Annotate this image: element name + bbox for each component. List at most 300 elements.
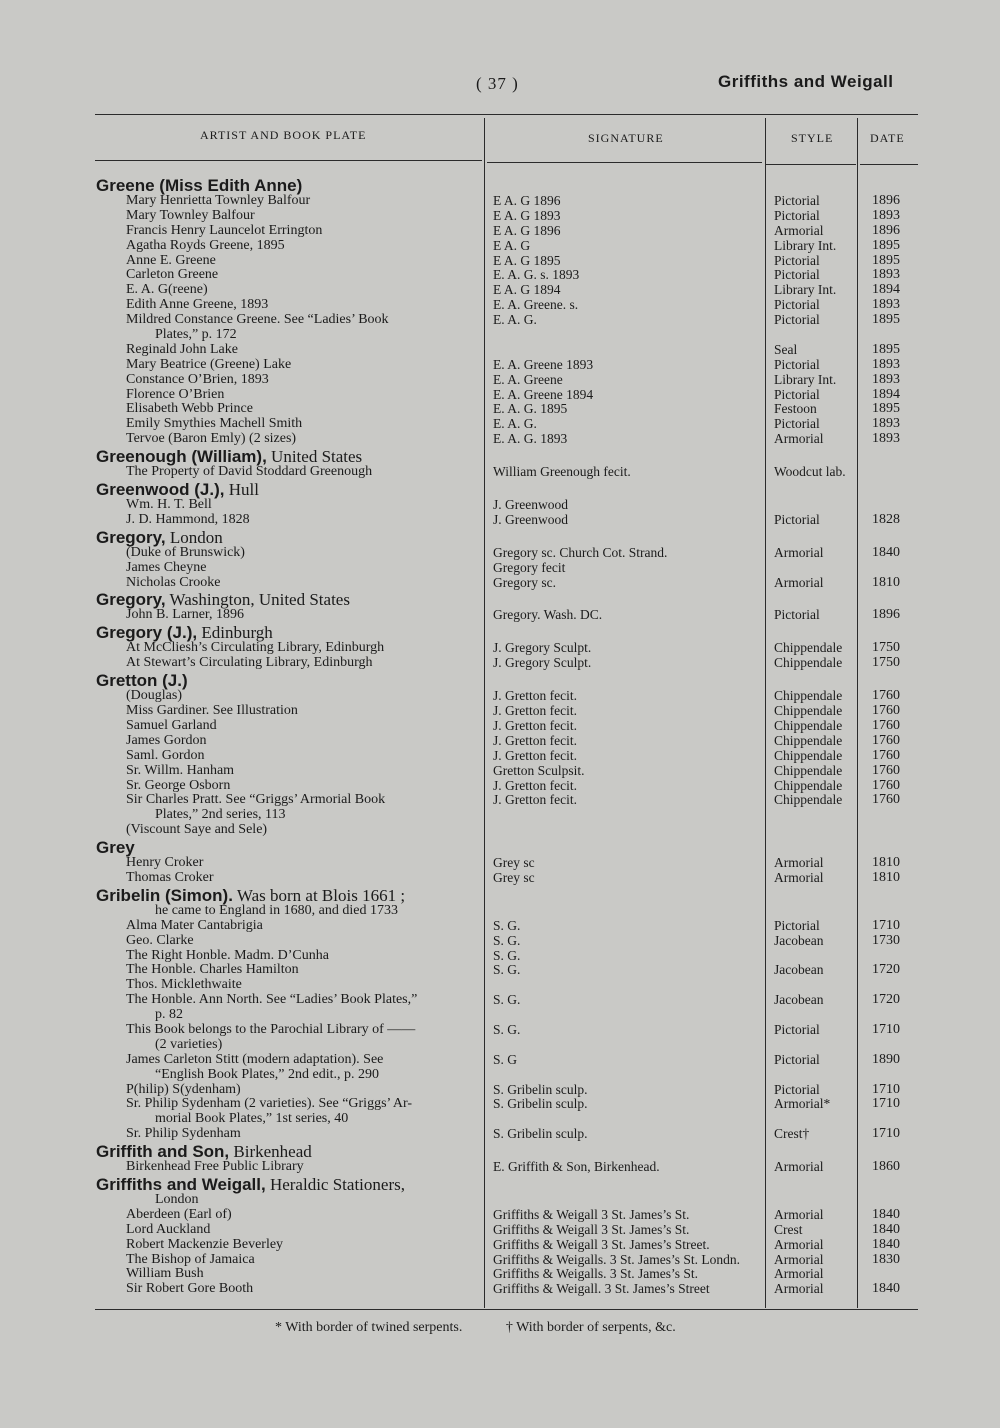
table-row	[0, 1160, 1000, 1175]
table-row	[0, 283, 1000, 298]
table-row	[0, 388, 1000, 403]
engraver-name	[96, 624, 273, 641]
table-row	[0, 358, 1000, 373]
table-row	[0, 641, 1000, 656]
bookplate-owner: (Douglas)	[126, 688, 182, 704]
bookplate-owner: William Bush	[126, 1266, 204, 1282]
engraver-bold-name: Griffith and Son,	[96, 1142, 230, 1162]
date-cell: 1760	[872, 717, 900, 733]
style-cell: Library Int.	[774, 371, 837, 387]
bookplate-owner: E. A. G(reene)	[126, 282, 208, 298]
signature-cell: E. A. Greene	[493, 371, 563, 387]
bookplate-owner: Sir Charles Pratt. See “Griggs’ Armorial Book	[126, 792, 386, 808]
table-row	[0, 1282, 1000, 1297]
bookplate-owner: London	[155, 1191, 199, 1207]
signature-cell: Griffiths & Weigall 3 St. James’s St.	[493, 1221, 690, 1237]
engraver-location: Birkenhead	[229, 1142, 312, 1162]
footnote-dagger: † With border of serpents, &c.	[505, 1320, 676, 1335]
table-row	[0, 689, 1000, 704]
date-cell: 1730	[872, 932, 900, 948]
signature-cell: S. G.	[493, 1021, 521, 1037]
signature-cell: Grey sc	[493, 869, 535, 885]
style-cell: Jacobean	[774, 992, 824, 1008]
date-cell: 1840	[872, 1281, 900, 1297]
table-row	[0, 576, 1000, 591]
style-cell: Pictorial	[774, 607, 820, 623]
bookplate-owner: Birkenhead Free Public Library	[126, 1159, 304, 1175]
table-row	[0, 919, 1000, 934]
engraver-location: Was born at Blois 1661 ;	[232, 885, 406, 905]
running-head: Griffiths and Weigall	[718, 72, 894, 91]
style-cell: Armorial	[774, 869, 824, 885]
signature-cell: E A. G 1893	[493, 207, 561, 223]
date-cell: 1890	[872, 1051, 900, 1067]
signature-cell: J. Greenwood	[493, 511, 568, 527]
table-row	[0, 1223, 1000, 1238]
signature-cell: S. G	[493, 1051, 518, 1067]
style-cell: Armorial	[774, 574, 824, 590]
table-row	[0, 1193, 1000, 1208]
signature-cell: Gregory fecit	[493, 559, 566, 575]
signature-cell: J. Gretton fecit.	[493, 703, 577, 719]
engraver-heading-row	[0, 448, 1000, 465]
bookplate-owner: James Gordon	[126, 732, 207, 748]
engraver-name	[96, 591, 350, 608]
table-row	[0, 749, 1000, 764]
date-cell: 1810	[872, 574, 900, 590]
header-rule-artist	[95, 160, 482, 161]
table-row	[0, 1023, 1000, 1038]
style-cell: Pictorial	[774, 193, 820, 208]
style-cell: Pictorial	[774, 1021, 820, 1037]
bookplate-owner: Mary Henrietta Townley Balfour	[126, 193, 311, 208]
date-cell: 1750	[872, 655, 900, 671]
bookplate-owner: The Property of David Stoddard Greenough	[126, 464, 373, 480]
signature-cell: J. Gretton fecit.	[493, 688, 577, 704]
engraver-heading-row	[0, 672, 1000, 689]
style-cell: Chippendale	[774, 747, 843, 763]
date-cell: 1860	[872, 1159, 900, 1175]
style-cell: Pictorial	[774, 917, 820, 933]
signature-cell: J. Gretton fecit.	[493, 792, 577, 808]
date-cell: 1760	[872, 732, 900, 748]
date-cell: 1893	[872, 416, 900, 432]
signature-cell: Gregory sc. Church Cot. Strand.	[493, 544, 668, 560]
style-cell: Chippendale	[774, 792, 843, 808]
engraver-bold-name: Gregory (J.),	[96, 623, 198, 643]
signature-cell: S. Gribelin sculp.	[493, 1126, 588, 1142]
bookplate-owner: James Cheyne	[126, 559, 207, 575]
engraver-location: Washington, United States	[165, 590, 350, 610]
style-cell: Crest†	[774, 1126, 810, 1142]
signature-cell: S. G.	[493, 962, 521, 978]
bookplate-owner: Edith Anne Greene, 1893	[126, 297, 269, 313]
bookplate-owner: Lord Auckland	[126, 1221, 211, 1237]
engraver-bold-name: Greene (Miss Edith Anne)	[96, 176, 303, 195]
bookplate-owner: Sr. Philip Sydenham	[126, 1126, 241, 1142]
bookplate-owner: The Honble. Charles Hamilton	[126, 962, 299, 978]
signature-cell: E. A. Greene 1893	[493, 356, 594, 372]
bookplate-owner: Mildred Constance Greene. See “Ladies’ Book	[126, 312, 389, 328]
signature-cell: J. Gretton fecit.	[493, 777, 577, 793]
bookplate-owner: Nicholas Crooke	[126, 574, 221, 590]
table-row	[0, 608, 1000, 623]
column-header-style: STYLE	[791, 131, 834, 145]
footnotes	[275, 1320, 716, 1336]
style-cell: Chippendale	[774, 703, 843, 719]
table-row	[0, 764, 1000, 779]
engraver-location: Hull	[224, 480, 259, 500]
bookplate-owner: Anne E. Greene	[126, 252, 216, 268]
bookplate-owner: he came to England in 1680, and died 1733	[155, 902, 398, 918]
table-row	[0, 978, 1000, 993]
table-row	[0, 934, 1000, 949]
signature-cell: Griffiths & Weigalls. 3 St. James’s St.	[493, 1266, 699, 1282]
engraver-name	[96, 529, 223, 546]
table-row	[0, 1053, 1000, 1068]
style-cell: Chippendale	[774, 688, 843, 704]
date-cell: 1760	[872, 688, 900, 704]
signature-cell: E. A. G.	[493, 416, 537, 432]
header-rule-date	[860, 164, 918, 165]
bookplate-owner: Reginald John Lake	[126, 341, 238, 357]
date-cell: 1895	[872, 341, 900, 357]
bookplate-owner: Constance O’Brien, 1893	[126, 371, 269, 387]
date-cell: 1840	[872, 1221, 900, 1237]
style-cell: Armorial	[774, 222, 824, 238]
table-row	[0, 1097, 1000, 1112]
signature-cell: Grey sc	[493, 855, 535, 871]
date-cell: 1896	[872, 193, 900, 208]
bookplate-owner: Florence O’Brien	[126, 386, 225, 402]
signature-cell: S. Gribelin sculp.	[493, 1081, 588, 1097]
table-row	[0, 734, 1000, 749]
engraver-name	[96, 839, 135, 856]
bookplate-owner: p. 82	[155, 1007, 183, 1023]
bookplate-owner: Saml. Gordon	[126, 747, 205, 763]
engraver-heading-row	[0, 1143, 1000, 1160]
style-cell: Pictorial	[774, 1081, 820, 1097]
signature-cell: S. G.	[493, 932, 521, 948]
date-cell: 1893	[872, 431, 900, 447]
page-number: ( 37 )	[476, 74, 519, 93]
bookplate-owner: Sr. Philip Sydenham (2 varieties). See “Griggs’ Ar-	[126, 1096, 413, 1112]
column-header-artist: ARTIST AND BOOK PLATE	[200, 128, 367, 142]
table-row	[0, 993, 1000, 1008]
signature-cell: E A. G 1896	[493, 222, 561, 238]
top-rule	[95, 114, 918, 115]
signature-cell: E. Griffith & Son, Birkenhead.	[493, 1159, 660, 1175]
signature-cell: Griffiths & Weigall. 3 St. James’s Street	[493, 1281, 710, 1297]
date-cell: 1710	[872, 917, 900, 933]
style-cell: Armorial	[774, 431, 824, 447]
table-row	[0, 1127, 1000, 1142]
bookplate-owner: Alma Mater Cantabrigia	[126, 917, 263, 933]
signature-cell: Griffiths & Weigalls. 3 St. James’s St. Londn.	[493, 1251, 741, 1267]
style-cell: Armorial	[774, 855, 824, 871]
date-cell: 1720	[872, 992, 900, 1008]
engraver-heading-row	[0, 624, 1000, 641]
style-cell: Armorial	[774, 544, 824, 560]
signature-cell: E A. G 1895	[493, 252, 561, 268]
bookplate-owner: Plates,” p. 172	[155, 327, 237, 343]
bookplate-owner: Mary Beatrice (Greene) Lake	[126, 356, 292, 372]
style-cell: Pictorial	[774, 297, 820, 313]
engraver-location: United States	[266, 447, 363, 467]
date-cell: 1895	[872, 237, 900, 253]
table-row	[0, 268, 1000, 283]
date-cell: 1893	[872, 356, 900, 372]
date-cell: 1810	[872, 855, 900, 871]
style-cell: Pictorial	[774, 312, 820, 328]
engraver-heading-row	[0, 1176, 1000, 1193]
bookplate-owner: Tervoe (Baron Emly) (2 sizes)	[126, 431, 297, 447]
date-cell: 1840	[872, 1236, 900, 1252]
table-row	[0, 779, 1000, 794]
engraver-name	[96, 177, 302, 194]
date-cell: 1893	[872, 207, 900, 223]
date-cell: 1760	[872, 703, 900, 719]
date-cell: 1710	[872, 1096, 900, 1112]
table-row	[0, 808, 1000, 823]
date-cell: 1840	[872, 1206, 900, 1222]
table-row	[0, 343, 1000, 358]
style-cell: Jacobean	[774, 932, 824, 948]
engraver-name	[96, 1176, 405, 1193]
table-row	[0, 1008, 1000, 1023]
signature-cell: S. G.	[493, 947, 521, 963]
date-cell: 1750	[872, 640, 900, 656]
date-cell: 1895	[872, 252, 900, 268]
table-row	[0, 224, 1000, 239]
bookplate-owner: Carleton Greene	[126, 267, 219, 283]
engraver-bold-name: Grey	[96, 838, 135, 858]
style-cell: Jacobean	[774, 962, 824, 978]
table-row	[0, 373, 1000, 388]
bookplate-owner: Aberdeen (Earl of)	[126, 1206, 232, 1222]
style-cell: Armorial	[774, 1266, 824, 1282]
style-cell: Chippendale	[774, 777, 843, 793]
table-row	[0, 313, 1000, 328]
table-row	[0, 871, 1000, 886]
style-cell: Chippendale	[774, 640, 843, 656]
engraver-bold-name: Greenough (William),	[96, 447, 267, 467]
date-cell: 1810	[872, 869, 900, 885]
style-cell: Library Int.	[774, 282, 837, 298]
table-row	[0, 1267, 1000, 1282]
style-cell: Chippendale	[774, 717, 843, 733]
table-row	[0, 1112, 1000, 1127]
bookplate-owner: Francis Henry Launcelot Errington	[126, 222, 323, 238]
engraver-heading-row	[0, 177, 1000, 194]
engraver-bold-name: Greenwood (J.),	[96, 480, 225, 500]
bookplate-owner: James Carleton Stitt (modern adaptation). See	[126, 1051, 384, 1067]
style-cell: Pictorial	[774, 416, 820, 432]
bookplate-owner: (Viscount Saye and Sele)	[126, 822, 268, 838]
plate-list	[0, 176, 1000, 1297]
table-row	[0, 704, 1000, 719]
bookplate-owner: Thos. Micklethwaite	[126, 977, 242, 993]
date-cell: 1760	[872, 747, 900, 763]
table-row	[0, 1208, 1000, 1223]
signature-cell: Griffiths & Weigall 3 St. James’s Street.	[493, 1236, 710, 1252]
table-row	[0, 417, 1000, 432]
signature-cell: Gregory sc.	[493, 574, 556, 590]
engraver-location: Edinburgh	[197, 623, 273, 643]
column-header-date: DATE	[870, 131, 905, 145]
bookplate-owner: Sir Robert Gore Booth	[126, 1281, 254, 1297]
engraver-heading-row	[0, 591, 1000, 608]
style-cell: Pictorial	[774, 511, 820, 527]
column-header-signature: SIGNATURE	[588, 131, 664, 145]
engraver-name	[96, 448, 362, 465]
bookplate-owner: Robert Mackenzie Beverley	[126, 1236, 284, 1252]
table-row	[0, 513, 1000, 528]
engraver-bold-name: Gretton (J.)	[96, 671, 188, 691]
signature-cell: S. Gribelin sculp.	[493, 1096, 588, 1112]
table-row	[0, 432, 1000, 447]
table-row	[0, 949, 1000, 964]
bookplate-owner: Miss Gardiner. See Illustration	[126, 703, 298, 719]
bookplate-owner: At Stewart’s Circulating Library, Edinburgh	[126, 655, 373, 671]
engraver-name	[96, 672, 188, 689]
bookplate-owner: J. D. Hammond, 1828	[126, 511, 250, 527]
engraver-bold-name: Gregory,	[96, 590, 166, 610]
date-cell: 1896	[872, 222, 900, 238]
table-row	[0, 402, 1000, 417]
header-rule-style	[766, 164, 856, 165]
signature-cell: J. Gregory Sculpt.	[493, 655, 592, 671]
signature-cell: E. A. G. s. 1893	[493, 267, 580, 283]
signature-cell: J. Gretton fecit.	[493, 717, 577, 733]
date-cell: 1710	[872, 1021, 900, 1037]
bookplate-owner: Samuel Garland	[126, 717, 217, 733]
table-row	[0, 239, 1000, 254]
engraver-heading-row	[0, 481, 1000, 498]
date-cell: 1710	[872, 1126, 900, 1142]
bookplate-owner: This Book belongs to the Parochial Library of ——	[126, 1021, 416, 1037]
style-cell: Pictorial	[774, 1051, 820, 1067]
signature-cell: S. G.	[493, 992, 521, 1008]
table-row	[0, 1068, 1000, 1083]
style-cell: Library Int.	[774, 237, 837, 253]
style-cell: Seal	[774, 341, 798, 357]
signature-cell: J. Greenwood	[493, 497, 568, 513]
style-cell: Pictorial	[774, 386, 820, 402]
signature-cell: Gregory. Wash. DC.	[493, 607, 603, 623]
signature-cell: J. Gregory Sculpt.	[493, 640, 592, 656]
table-row	[0, 963, 1000, 978]
table-row	[0, 904, 1000, 919]
style-cell: Festoon	[774, 401, 817, 417]
bookplate-owner: morial Book Plates,” 1st series, 40	[155, 1111, 349, 1127]
style-cell: Armorial	[774, 1206, 824, 1222]
header-rule-signature	[487, 162, 762, 163]
date-cell: 1828	[872, 511, 900, 527]
bookplate-owner: Agatha Royds Greene, 1895	[126, 237, 285, 253]
bookplate-owner: (2 varieties)	[155, 1036, 223, 1052]
date-cell: 1893	[872, 371, 900, 387]
engraver-name	[96, 887, 405, 904]
style-cell: Pictorial	[774, 356, 820, 372]
bookplate-owner: Sr. Willm. Hanham	[126, 762, 235, 778]
date-cell: 1893	[872, 267, 900, 283]
date-cell: 1894	[872, 386, 900, 402]
bookplate-owner: John B. Larner, 1896	[126, 607, 245, 623]
signature-cell: E. A. G.	[493, 312, 537, 328]
bookplate-owner: Plates,” 2nd series, 113	[155, 807, 286, 823]
footnote-star: * With border of twined serpents.	[275, 1320, 463, 1335]
signature-cell: E A. G	[493, 237, 531, 253]
style-cell: Chippendale	[774, 762, 843, 778]
bookplate-owner: Henry Croker	[126, 855, 204, 871]
signature-cell: E. A. Greene. s.	[493, 297, 579, 313]
bookplate-owner: Emily Smythies Machell Smith	[126, 416, 303, 432]
date-cell: 1840	[872, 544, 900, 560]
engraver-heading-row	[0, 887, 1000, 904]
style-cell: Armorial	[774, 1281, 824, 1297]
signature-cell: J. Gretton fecit.	[493, 732, 577, 748]
style-cell: Pictorial	[774, 207, 820, 223]
table-row	[0, 856, 1000, 871]
engraver-bold-name: Griffiths and Weigall,	[96, 1174, 266, 1194]
table-row	[0, 194, 1000, 209]
date-cell: 1895	[872, 312, 900, 328]
style-cell: Chippendale	[774, 732, 843, 748]
bookplate-owner: Wm. H. T. Bell	[126, 497, 212, 513]
bookplate-owner: The Right Honble. Madm. D’Cunha	[126, 947, 329, 963]
date-cell: 1710	[872, 1081, 900, 1097]
table-row	[0, 298, 1000, 313]
table-row	[0, 209, 1000, 224]
bookplate-owner: (Duke of Brunswick)	[126, 544, 245, 560]
signature-cell: William Greenough fecit.	[493, 464, 631, 480]
engraver-bold-name: Gregory,	[96, 527, 166, 547]
bookplate-owner: P(hilip) S(ydenham)	[126, 1081, 241, 1097]
bookplate-owner: “English Book Plates,” 2nd edit., p. 290	[155, 1066, 379, 1082]
engraver-name	[96, 1143, 312, 1160]
engraver-location: London	[165, 527, 223, 547]
bookplate-owner: The Honble. Ann North. See “Ladies’ Book Plates,”	[126, 992, 418, 1008]
signature-cell: S. G.	[493, 917, 521, 933]
table-row	[0, 719, 1000, 734]
date-cell: 1895	[872, 401, 900, 417]
table-row	[0, 1038, 1000, 1053]
signature-cell: E A. G 1894	[493, 282, 561, 298]
engraver-heading-row	[0, 839, 1000, 856]
style-cell: Armorial*	[774, 1096, 831, 1112]
table-row	[0, 546, 1000, 561]
signature-cell: E. A. G. 1895	[493, 401, 568, 417]
bookplate-owner: At McCliesh’s Circulating Library, Edinburgh	[126, 640, 385, 656]
table-row	[0, 823, 1000, 838]
engraver-bold-name: Gribelin (Simon).	[96, 885, 233, 905]
signature-cell: Gretton Sculpsit.	[493, 762, 585, 778]
style-cell: Chippendale	[774, 655, 843, 671]
signature-cell: E. A. Greene 1894	[493, 386, 594, 402]
table-row	[0, 1238, 1000, 1253]
bookplate-owner: Mary Townley Balfour	[126, 207, 255, 223]
table-row	[0, 1253, 1000, 1268]
style-cell: Pictorial	[774, 267, 820, 283]
date-cell: 1830	[872, 1251, 900, 1267]
table-row	[0, 254, 1000, 269]
date-cell: 1720	[872, 962, 900, 978]
signature-cell: J. Gretton fecit.	[493, 747, 577, 763]
table-row	[0, 656, 1000, 671]
signature-cell: E. A. G. 1893	[493, 431, 568, 447]
date-cell: 1894	[872, 282, 900, 298]
